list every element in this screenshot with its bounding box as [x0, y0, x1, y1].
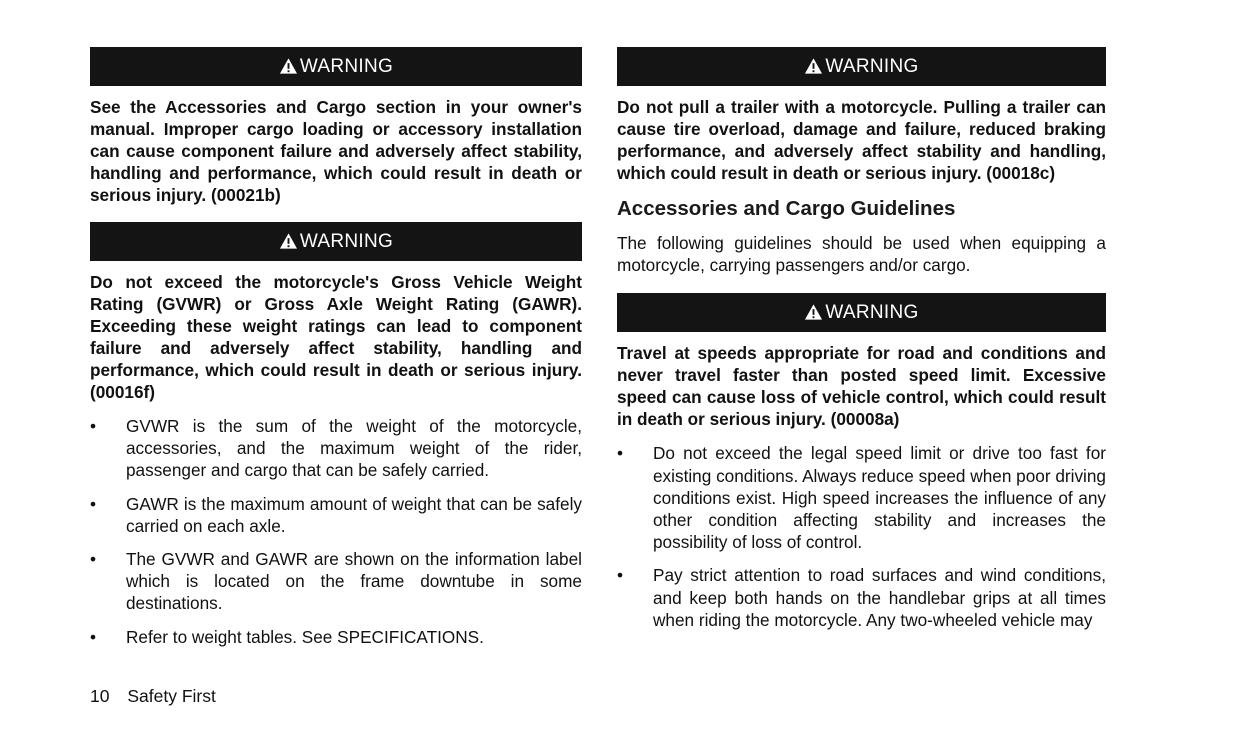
warning-banner: [90, 47, 582, 86]
intro-paragraph: The following guidelines should be used when equipping a motorcycle, carrying passengers and/or cargo.: [617, 233, 1106, 276]
warning-triangle-icon: [804, 57, 823, 75]
page-footer: [90, 686, 216, 707]
bullet-icon: •: [90, 626, 97, 647]
list-item: [617, 442, 1106, 553]
warning-label: WARNING: [299, 230, 394, 252]
left-column: [90, 47, 582, 659]
bullet-icon: •: [90, 549, 97, 570]
page-number: 10: [90, 686, 110, 706]
warning-label: WARNING: [825, 301, 919, 323]
warning-banner: [617, 47, 1106, 86]
warning-text: Do not pull a trailer with a motorcycle. Pulling a trailer can cause tire overload, damage and failure, reduced braking performance, and adversely affect stability and handling, which could result in death or serious injury. (00018c): [617, 97, 1106, 183]
list-item-text: GAWR is the maximum amount of weight that can be safely carried on each axle.: [126, 493, 582, 536]
list-item-text: Do not exceed the legal speed limit or drive too fast for existing conditions. Always reduce speed when poor driving conditions exist. High speed increases the influence of any other condition affecting stability and increases the possibility of loss of control.: [653, 443, 1106, 553]
right-column: [617, 47, 1106, 642]
list-item: [90, 493, 582, 537]
warning-text: Travel at speeds appropriate for road and conditions and never travel faster than posted speed limit. Excessive speed can cause loss of vehicle control, which could result in death or serious injury. (00008a): [617, 343, 1106, 430]
list-item-text: Pay strict attention to road surfaces and wind conditions, and keep both hands on the handlebar grips at all times when riding the motorcycle. Any two-wheeled vehicle may: [653, 565, 1106, 630]
warning-banner: [617, 293, 1106, 332]
list-item-text: GVWR is the sum of the weight of the motorcycle, accessories, and the maximum weight of the rider, passenger and cargo that can be safely carried.: [126, 416, 582, 481]
list-item: [617, 564, 1106, 631]
list-item: [90, 415, 582, 482]
list-item: [90, 548, 582, 615]
bullet-icon: •: [90, 416, 97, 436]
warning-triangle-icon: [279, 57, 298, 75]
bullet-icon: •: [90, 493, 97, 514]
list-item-text: The GVWR and GAWR are shown on the information label which is located on the frame downtube in some destinations.: [126, 549, 582, 614]
warning-triangle-icon: [279, 232, 298, 250]
warning-text: Do not exceed the motorcycle's Gross Vehicle Weight Rating (GVWR) or Gross Axle Weight Rating (GAWR). Exceeding these weight ratings can lead to component failure and adversely affect stability, handling and performance, which could result in death or serious injury. (00016f): [90, 272, 582, 402]
bullet-list: [617, 442, 1106, 631]
bullet-icon: •: [617, 565, 624, 586]
warning-banner: [90, 222, 582, 261]
warning-triangle-icon: [804, 303, 823, 321]
bullet-list: [90, 415, 582, 648]
list-item: [90, 626, 582, 648]
list-item-text: Refer to weight tables. See SPECIFICATIONS.: [126, 626, 484, 647]
warning-label: WARNING: [825, 55, 919, 77]
warning-text: See the Accessories and Cargo section in your owner's manual. Improper cargo loading or accessory installation can cause component failure and adversely affect stability, handling and performance, which could result in death or serious injury. (00021b): [90, 97, 582, 205]
section-heading: Accessories and Cargo Guidelines: [617, 197, 956, 220]
section-name: Safety First: [127, 686, 216, 706]
warning-label: WARNING: [299, 55, 394, 77]
bullet-icon: •: [617, 443, 624, 464]
